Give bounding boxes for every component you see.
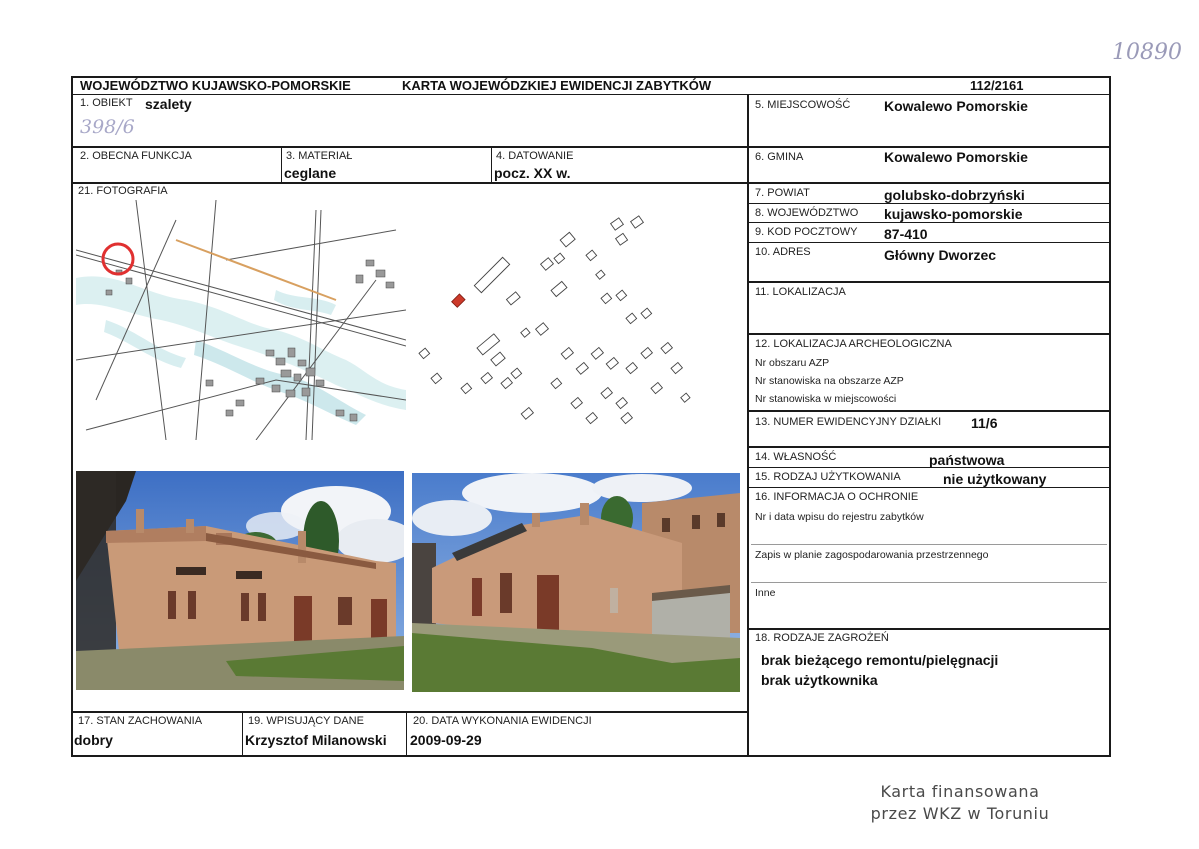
ochrona-rejestr: Nr i data wpisu do rejestru zabytków [755,511,924,523]
handwritten-number: 398/6 [80,116,135,138]
label-data-wykonania: 20. DATA WYKONANIA EWIDENCJI [413,715,592,727]
header-card-title: KARTA WOJEWÓDZKIEJ EWIDENCJI ZABYTKÓW [402,78,712,93]
header-region: WOJEWÓDZTWO KUJAWSKO-POMORSKIE [80,78,351,93]
location-map-detail [412,200,744,440]
header-card-code: 112/2161 [970,78,1024,93]
label-obiekt: 1. OBIEKT [80,97,133,109]
label-rodzaje-zagrozen: 18. RODZAJE ZAGROŻEŃ [755,632,889,644]
label-miejscowosc: 5. MIEJSCOWOŚĆ [755,99,851,111]
ochrona-inne: Inne [755,587,776,599]
building-photo-1 [76,471,404,690]
label-datowanie: 4. DATOWANIE [496,150,574,162]
label-lokalizacja: 11. LOKALIZACJA [755,286,846,298]
value-kod-pocztowy: 87-410 [884,226,928,242]
label-numer-dzialki: 13. NUMER EWIDENCYJNY DZIAŁKI [755,416,942,428]
label-stan-zachowania: 17. STAN ZACHOWANIA [78,715,203,727]
arch-nr-stanowiska-miejscowosc: Nr stanowiska w miejscowości [755,393,897,405]
label-adres: 10. ADRES [755,246,811,258]
stamp-line-1: Karta finansowana [880,782,1040,801]
value-wojewodztwo: kujawsko-pomorskie [884,206,1023,222]
value-stan-zachowania: dobry [74,732,113,748]
value-material: ceglane [284,165,337,181]
label-gmina: 6. GMINA [755,151,804,163]
label-wojewodztwo: 8. WOJEWÓDZTWO [755,207,859,219]
value-gmina: Kowalewo Pomorskie [884,149,1028,165]
value-wpisujacy-dane: Krzysztof Milanowski [245,732,387,748]
arch-nr-stanowiska-azp: Nr stanowiska na obszarze AZP [755,375,904,387]
value-data-wykonania: 2009-09-29 [410,732,482,748]
label-kod-pocztowy: 9. KOD POCZTOWY [755,226,858,238]
value-miejscowosc: Kowalewo Pomorskie [884,98,1028,114]
label-wpisujacy-dane: 19. WPISUJĄCY DANE [248,715,364,727]
label-lokalizacja-archeologiczna: 12. LOKALIZACJA ARCHEOLOGICZNA [755,338,952,350]
label-powiat: 7. POWIAT [755,187,810,199]
stamp-line-2: przez WKZ w Toruniu [870,804,1050,823]
value-datowanie: pocz. XX w. [494,165,571,181]
label-fotografia: 21. FOTOGRAFIA [78,185,168,197]
value-obiekt: szalety [145,96,192,112]
value-adres: Główny Dworzec [884,247,997,263]
label-rodzaj-uzytkowania: 15. RODZAJ UŻYTKOWANIA [755,471,901,483]
arch-nr-obszaru: Nr obszaru AZP [755,357,830,369]
label-wlasnosc: 14. WŁASNOŚĆ [755,451,837,463]
value-rodzaj-uzytkowania: nie użytkowany [943,471,1047,487]
label-material: 3. MATERIAŁ [286,150,353,162]
value-wlasnosc: państwowa [929,452,1005,468]
label-informacja-o-ochronie: 16. INFORMACJA O OCHRONIE [755,491,919,503]
value-zagrozenie-1: brak bieżącego remontu/pielęgnacji [761,652,999,668]
value-zagrozenie-2: brak użytkownika [761,672,878,688]
value-numer-dzialki: 11/6 [971,415,998,431]
ochrona-plan: Zapis w planie zagospodarowania przestrzennego [755,549,989,561]
page-number-handwritten: 10890 [1112,40,1182,65]
building-photo-2 [412,473,740,692]
location-map-overview [76,200,406,440]
funding-stamp [870,782,1050,823]
label-obecna-funkcja: 2. OBECNA FUNKCJA [80,150,192,162]
value-powiat: golubsko-dobrzyński [884,187,1025,203]
